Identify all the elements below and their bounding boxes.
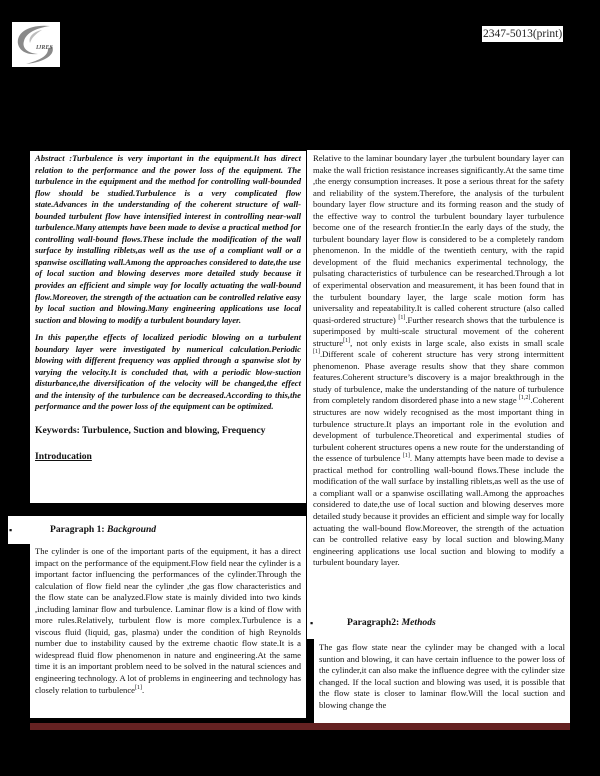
right-column-text (307, 150, 570, 607)
svg-text:IJRES: IJRES (36, 45, 53, 51)
background-section (30, 544, 306, 718)
bullet-icon: ▪ (310, 618, 314, 628)
paragraph-1-title: Background (107, 524, 157, 535)
paragraph-2-label: Paragraph2: (347, 617, 402, 628)
abstract-section (30, 151, 306, 503)
paragraph-2-heading (307, 607, 570, 639)
issn-label: 2347-5013(print) (483, 28, 563, 40)
citation-ref: [1] (402, 453, 410, 460)
citation-ref: [1] (343, 337, 351, 344)
paragraph-1-label: Paragraph 1: (50, 524, 108, 535)
abstract-paragraph-1: Abstract :Turbulence is very important in the equipment.It has direct relation to the performance and the power loss of the equipment. The turbulence in the equipment and the method for controlling wall-bounded flow should be studied.Turbulence is a very complicated flow state.Advances in the understanding of the coherent structure of wall-bounded turbulent flow have intensified interest in controlling near-wall turbulence.Many attempts have been made to devise a practical method for controlling wall-bound flows.These include the modification of the wall surface by installing riblets,as well as the use of a compliant wall or a spanwise oscillating wall.Among the approaches considered to date,the use of local suction and blowing deserves more detailed study because it provides an efficient and simple way for locally actuating the wall-bound flow.Moreover, the strength of the actuation can be controlled relative easy by local suction and blowing.Many engineering applications use local suction and blowing to modify a turbulent boundary layer. (35, 153, 301, 325)
abstract-paragraph-2: In this paper,the effects of localized periodic blowing on a turbulent boundary layer were investigated by numerical calculation.Periodic blowing with different frequency was applied through a spanwise slot by varying the velocity.It is concluded that, with a periodic blow-suction disturbance,the diversification of the velocity will be changed,the effect and the intensity of the turbulence can be decreased.According to this,the performance and the power loss of the equipment can be optimized. (35, 332, 301, 412)
footer-band (30, 723, 570, 730)
keywords: Keywords: Turbulence, Suction and blowing, Frequency (35, 425, 266, 437)
journal-logo (12, 22, 60, 67)
paragraph-1-heading (8, 516, 306, 544)
right-column-paragraph: Relative to the laminar boundary layer ,the turbulent boundary layer can make the wall friction resistance increases significantly.At the same time ,the energy consumption increases. It pose a serious threat for the safety and reliability of the system.Therefore, the analysis of the turbulent boundary layer flow structure and its forming reason and the study of the effective way to control the turbulent boundary layer turbulence become one of the research frontier.In the early days of the study, the turbulent boundary layer flow is considered to be a completely random phenomenon. In the middle of the twentieth century, with the rapid development of the fluid mechanics experimental technology, the pulsating characteristics of turbulence can be researched.Through a lot of experimental observation and measurement, it has been found that in the turbulent boundary layer, the large scale motion form has universality and repeatability.It is called coherent structure (also called quasi-ordered structure) [1].Further research shows that the turbulence is superimposed by multi-scale structural movement of the coherent structure[1], not only exists in large scale, also exists in small scale [1].Different scale of coherent structure has very strong intermittent phenomenon. Phase average results show that they share common features.Coherent structure’s discovery is a major breakthrough in the study of turbulence, make the understanding of the nature of turbulence from completely random disordered phase into a new stage [1,2].Coherent structures are now widely recognised as the most important thing in turbulence structure.It plays an important role in the evolution and development of turbulence.Theoretical and experimental studies of turbulent coherent structures opens a new route for the understanding of the essence of turbulence [1]. Many attempts have been made to devise a practical method for controlling wall-bound flows.These include the modification of the wall surface by installing riblets,as well as the use of a compliant wall or a spanwise oscillating wall.Among the approaches considered to date,the use of local suction and blowing deserves more detailed study because it provides an efficient and simple way for locally actuating the wall-bound flow.Moreover, the strength of the actuation can be controlled relative easy by local suction and blowing.Many engineering applications use local suction and blowing to modify a turbulent boundary layer. (313, 153, 564, 568)
citation-ref: [1,2] (518, 395, 531, 402)
citation-ref: [1] (135, 684, 142, 691)
methods-section (314, 639, 570, 723)
background-paragraph: The cylinder is one of the important parts of the equipment, it has a direct impact on the performance of the equipment.Flow field near the cylinder is a important factor influencing the performances of the cylinder.Through the calculation of flow field near the cylinder ,the gas flow characteristics and the flow state can be analyzed.Flow state is mainly divided into two kinds ,including laminar flow and turbulence. Laminar flow is a kind of flow with more rules.Relatively, turbulent flow is more complex.Turbulence is a viscous fluid (liquid, gas, plasma) under the condition of high Reynolds number due to instability caused by the extreme chaotic flow state.It is a widespread fluid flow phenomenon in nature and engineering.At the same time it is an important problem need to be solved in the natural sciences and engineering technology. A lot of problems in engineering and technology has closely relation to turbulence[1]. (35, 546, 301, 695)
citation-ref: [1] (313, 349, 320, 356)
introduction-heading: Introducation (35, 450, 92, 462)
methods-paragraph: The gas flow state near the cylinder may be changed with a local suntion and blowing, it can have certain influence to the power loss of the cylinder,it can also make the influence degree with the cylinder size changed. If the local suction and blowing was used, it is possible that the flow state is closer to laminar flow.Will the local suction and blowing change the (319, 642, 565, 710)
citation-ref: [1] (398, 314, 406, 321)
paragraph-2-title: Methods (401, 617, 436, 628)
swirl-logo-icon (12, 22, 60, 67)
bullet-icon: ▪ (9, 525, 13, 535)
